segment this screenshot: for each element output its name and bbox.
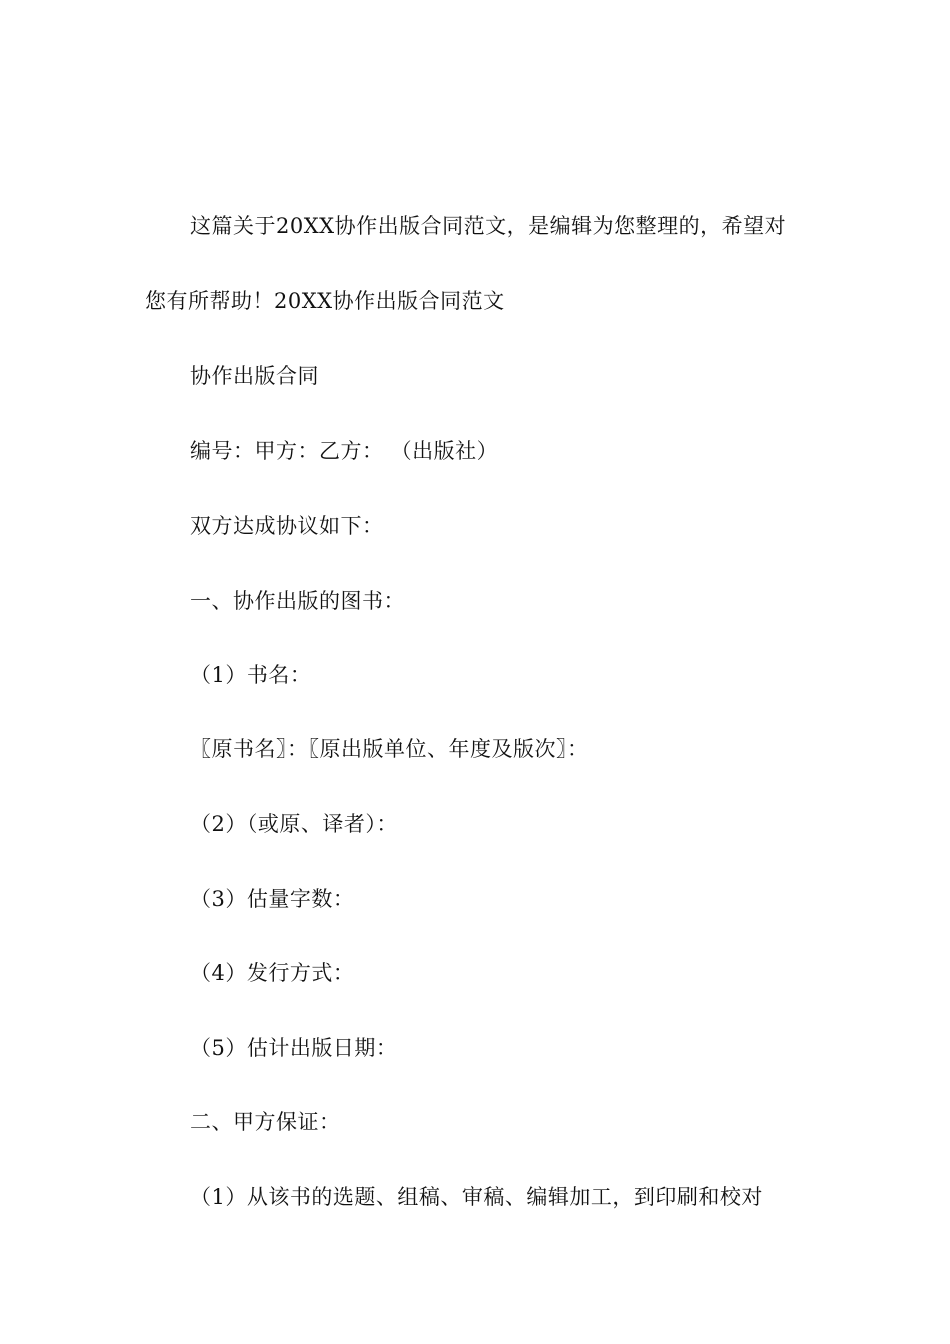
clause-original-title: 〖原书名〗：〖原出版单位、年度及版次〗： xyxy=(190,737,589,761)
clause-1-4: （4）发行方式： xyxy=(190,961,355,985)
clause-1-5: （5）估计出版日期： xyxy=(190,1036,398,1060)
intro-paragraph-line-2: 您有所帮助！20XX协作出版合同范文 xyxy=(145,289,505,313)
clause-1-1: （1）书名： xyxy=(190,663,312,687)
section-1-heading: 一、协作出版的图书： xyxy=(190,589,405,613)
section-2-heading: 二、甲方保证： xyxy=(190,1110,341,1134)
intro-paragraph-line-1: 这篇关于20XX协作出版合同范文，是编辑为您整理的，希望对 xyxy=(190,214,787,238)
parties-line: 编号：甲方：乙方： （出版社） xyxy=(190,439,499,463)
clause-2-1: （1）从该书的选题、组稿、审稿、编辑加工，到印刷和校对 xyxy=(190,1185,763,1209)
clause-1-3: （3）估量字数： xyxy=(190,887,355,911)
clause-1-2: （2）（或原、译者）： xyxy=(190,812,398,836)
contract-title: 协作出版合同 xyxy=(190,364,319,388)
agreement-intro: 双方达成协议如下： xyxy=(190,514,384,538)
